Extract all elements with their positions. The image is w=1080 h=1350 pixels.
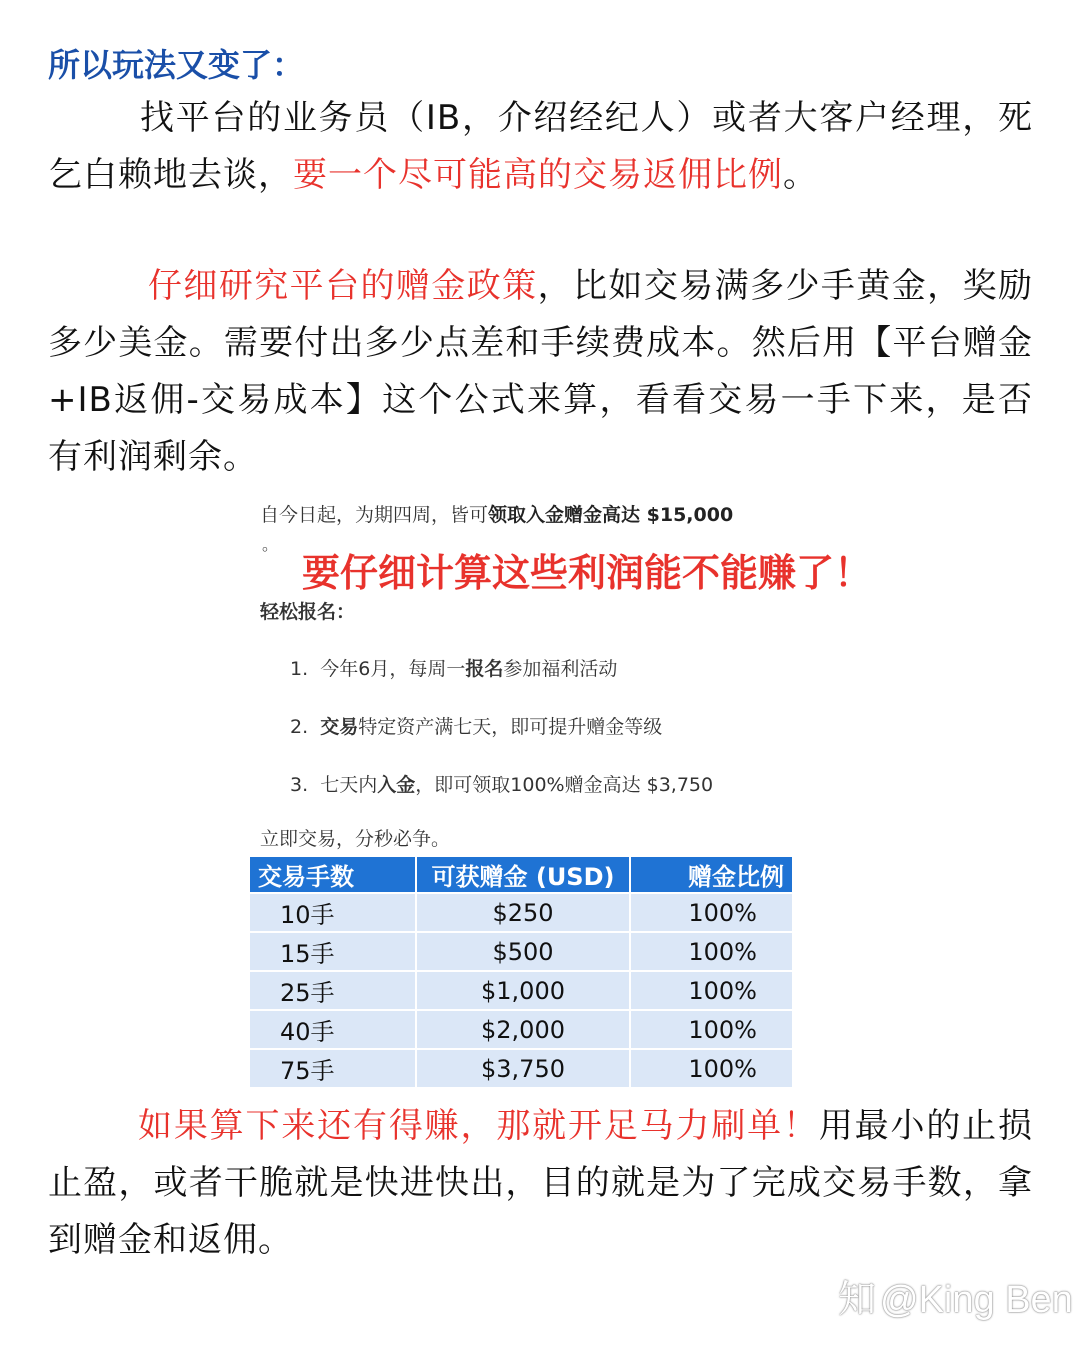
paragraph-bonus-text: ，比如交易满多少手黄金，奖励多少美金。需要付出多少点差和手续费成本。然后用【平台赠金+IB返佣-交易成本】这个公式来算，看看交易一手下来，是否有利润剩余。 [48, 266, 1034, 477]
cell-lots: 25手 [250, 971, 416, 1010]
table-row [250, 971, 792, 1010]
table-row [250, 893, 792, 932]
signup-heading: 轻松报名： [260, 601, 356, 623]
cell-ratio: 100% [630, 1049, 792, 1087]
trade-now-text: 立即交易，分秒必争。 [260, 828, 451, 850]
cell-lots: 40手 [250, 1010, 416, 1049]
cell-ratio: 100% [630, 1010, 792, 1049]
cell-bonus: $2,000 [416, 1010, 631, 1049]
cell-bonus: $1,000 [416, 971, 631, 1010]
step-item [290, 712, 662, 739]
cell-ratio: 100% [630, 893, 792, 932]
overlay-warning: 要仔细计算这些利润能不能赚了！ [302, 551, 873, 595]
step-text: 特定资产满七天，即可提升赠金等级 [358, 716, 663, 738]
paragraph-conclusion-text: 用最小的止损止盈，或者干脆就是快进快出，目的就是为了完成交易手数，拿到赠金和返佣。 [48, 1106, 1034, 1260]
table-row [250, 1049, 792, 1087]
table-header-bonus: 可获赠金 (USD) [416, 857, 631, 893]
step-number: 1. [290, 658, 309, 680]
paragraph-ib-text: 找平台的业务员（IB，介绍经纪人）或者大客户经理，死乞白赖地去谈， [48, 98, 1033, 195]
cell-bonus: $3,750 [416, 1049, 631, 1087]
cell-ratio: 100% [630, 932, 792, 971]
step-number: 3. [290, 774, 309, 796]
paragraph-bonus-policy [48, 258, 1033, 486]
step-text: 七天内 [320, 774, 378, 796]
table-header-ratio: 赠金比例 [630, 857, 792, 893]
cell-bonus: $500 [416, 932, 631, 971]
paragraph-ib-end: 。 [783, 155, 818, 195]
promo-line [260, 500, 733, 527]
promo-prefix: 自今日起，为期四周，皆可 [260, 504, 489, 526]
cell-lots: 75手 [250, 1049, 416, 1087]
table-row [250, 932, 792, 971]
step-text: 今年6月，每周一 [320, 658, 466, 680]
table-header-lots: 交易手数 [250, 857, 416, 893]
step-bold: 报名 [465, 658, 504, 680]
cell-bonus: $250 [416, 893, 631, 932]
step-bold: 入金 [377, 774, 416, 796]
step-item [290, 654, 617, 681]
cell-ratio: 100% [630, 971, 792, 1010]
paragraph-ib [48, 90, 1033, 204]
cell-lots: 15手 [250, 932, 416, 971]
author-watermark [838, 1268, 1073, 1323]
table-header-row [250, 857, 792, 893]
section-heading: 所以玩法又变了： [48, 46, 305, 84]
step-item [290, 770, 713, 797]
paragraph-conclusion-highlight: 如果算下来还有得赚，那就开足马力刷单！ [138, 1106, 819, 1146]
paragraph-conclusion [48, 1098, 1033, 1269]
paragraph-bonus-highlight: 仔细研究平台的赠金政策 [148, 266, 538, 306]
promo-bold: 领取入金赠金高达 $15,000 [488, 504, 734, 526]
table-row [250, 1010, 792, 1049]
zhihu-logo-icon: 知 [838, 1279, 877, 1321]
cell-lots: 10手 [250, 893, 416, 932]
step-bold: 交易 [320, 716, 359, 738]
watermark-text: @King Ben [880, 1279, 1073, 1321]
paragraph-ib-highlight: 要一个尽可能高的交易返佣比例 [293, 155, 783, 195]
step-text: ，即可领取100%赠金高达 $3,750 [415, 774, 714, 796]
step-text: 参加福利活动 [503, 658, 618, 680]
bonus-table [250, 857, 792, 1087]
step-number: 2. [290, 716, 309, 738]
promo-dot: 。 [262, 535, 279, 554]
